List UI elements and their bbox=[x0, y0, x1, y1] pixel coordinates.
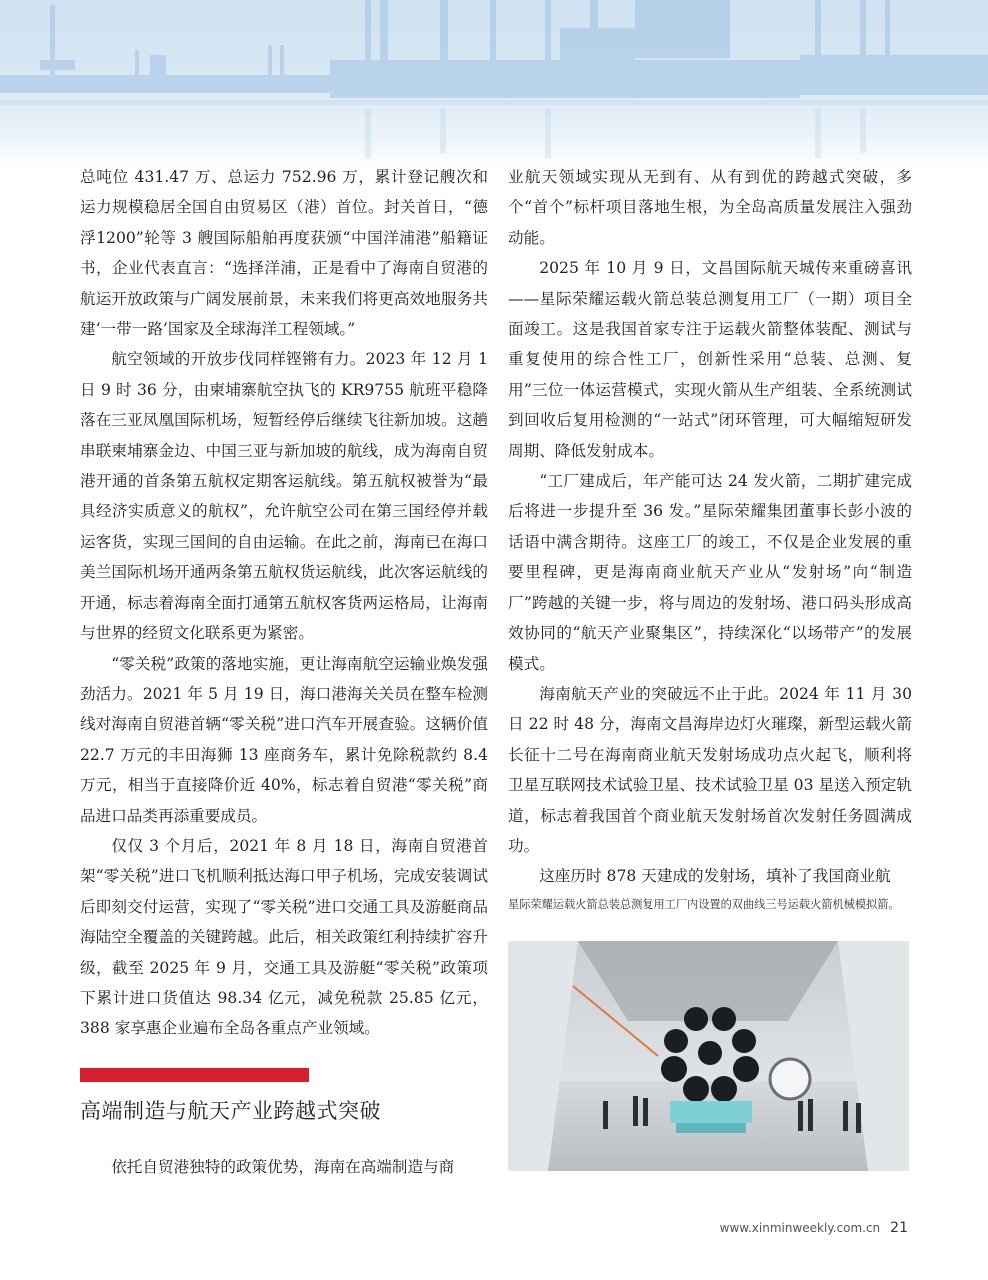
left-column bbox=[80, 162, 488, 1044]
hero-port-image bbox=[0, 0, 988, 170]
paragraph: “工厂建成后，年产能可达 24 发火箭，二期扩建完成后将进一步提升至 36 发。”星际荣耀集团董事长彭小波的话语中满含期待。这座工厂的竣工，不仅是企业发展的重要里程碑，更是海南商业航天产业从“发射场”向“制造厂”跨越的关键一步，将与周边的发射场、港口码头形成高效协同的“航天产业聚集区”，持续深化“以场带产”的发展模式。 bbox=[508, 472, 912, 673]
paragraph: 航空领域的开放步伐同样铿锵有力。2023 年 12 月 1 日 9 时 36 分，由柬埔寨航空执飞的 KR9755 航班平稳降落在三亚凤凰国际机场，短暂经停后继续飞往新加坡。这趟串联柬埔寨金边、中国三亚与新加坡的航线，成为海南自贸港开通的首条第五航权定期客运航线。第五航权被誉为“最具经济实质意义的航权”，允许航空公司在第三国经停并载运客货，实现三国间的自由运输。在此之前，海南已在海口美兰国际机场开通两条第五航权货运航线，此次客运航线的开通，标志着海南全面打通第五航权客货两运格局，让海南与世界的经贸文化联系更为紧密。 bbox=[80, 350, 488, 643]
section-title: 高端制造与航天产业跨越式突破 bbox=[80, 1099, 381, 1123]
section-accent-bar bbox=[80, 1068, 309, 1082]
paragraph: 业航天领域实现从无到有、从有到优的跨越式突破，多个“首个”标杆项目落地生根，为全岛高质量发展注入强劲动能。 bbox=[508, 168, 912, 247]
website-url: www.xinminweekly.com.cn bbox=[719, 1221, 881, 1235]
paragraph: 仅仅 3 个月后，2021 年 8 月 18 日，海南自贸港首架“零关税”进口飞机顺利抵达海口甲子机场，完成安装调试后即刻交付运营，实现了“零关税”进口交通工具及游艇商品海陆空全覆盖的关键跨越。此后，相关政策红利持续扩容升级，截至 2025 年 9 月，交通工具及游艇“零关税”政策项下累计进口货值达 98.34 亿元，减免税款 25.85 亿元，388 家享惠企业遍布全岛各重点产业领域。 bbox=[80, 836, 488, 1038]
paragraph: 这座历时 878 天建成的发射场，填补了我国商业航 bbox=[539, 867, 891, 886]
paragraph: 海南航天产业的突破远不止于此。2024 年 11 月 30 日 22 时 48 分，海南文昌海岸边灯火璀璨，新型运载火箭长征十二号在海南商业航天发射场成功点火起飞，顺利将卫星互联网技术试验卫星、技术试验卫星 03 星送入预定轨道，标志着我国首个商业航天发射场首次发射任务圆满成功。 bbox=[508, 684, 913, 855]
section-heading bbox=[80, 1068, 488, 1126]
paragraph: “零关税”政策的落地实施，更让海南航空运输业焕发强劲活力。2021 年 5 月 19 日，海口港海关关员在整车检测线对海南自贸港首辆“零关税”进口汽车开展查验。这辆价值 22.7 万元的丰田海狮 13 座商务车，累计免除税款约 8.4 万元，相当于直接降价近 40%，标志着自贸港“零关税”商品进口品类再添重要成员。 bbox=[80, 654, 488, 825]
right-column bbox=[508, 162, 912, 892]
rocket-factory-photo-icon bbox=[508, 941, 909, 1171]
port-ship-cranes-image bbox=[0, 0, 988, 170]
photo-caption: 星际荣耀运载火箭总装总测复用工厂内设置的双曲线三号运载火箭机械模拟箭。 bbox=[508, 898, 900, 911]
page-footer bbox=[720, 1220, 908, 1236]
paragraph: 总吨位 431.47 万、总运力 752.96 万，累计登记艘次和运力规模稳居全国自由贸易区（港）首位。封关首日，“德浮1200”轮等 3 艘国际船舶再度获颁“中国洋浦港”船籍证书，企业代表直言：“选择洋浦，正是看中了海南自贸港的航运开放政策与广阔发展前景，未来我们将更高效地服务共建‘一带一路’国家及全球海洋工程领域。” bbox=[80, 168, 488, 339]
page-number: 21 bbox=[890, 1220, 908, 1236]
paragraph: 2025 年 10 月 9 日，文昌国际航天城传来重磅喜讯——星际荣耀运载火箭总装总测复用工厂（一期）项目全面竣工。这是我国首家专注于运载火箭整体装配、测试与重复使用的综合性工厂，创新性采用“总装、总测、复用”三位一体运营模式，实现火箭从生产组装、全系统测试到回收后复用检测的“一站式”闭环管理，可大幅缩短研发周期、降低发射成本。 bbox=[508, 259, 912, 460]
rocket-factory-photo bbox=[508, 941, 909, 1171]
paragraph: 依托自贸港独特的政策优势，海南在高端制造与商 bbox=[111, 1158, 455, 1176]
